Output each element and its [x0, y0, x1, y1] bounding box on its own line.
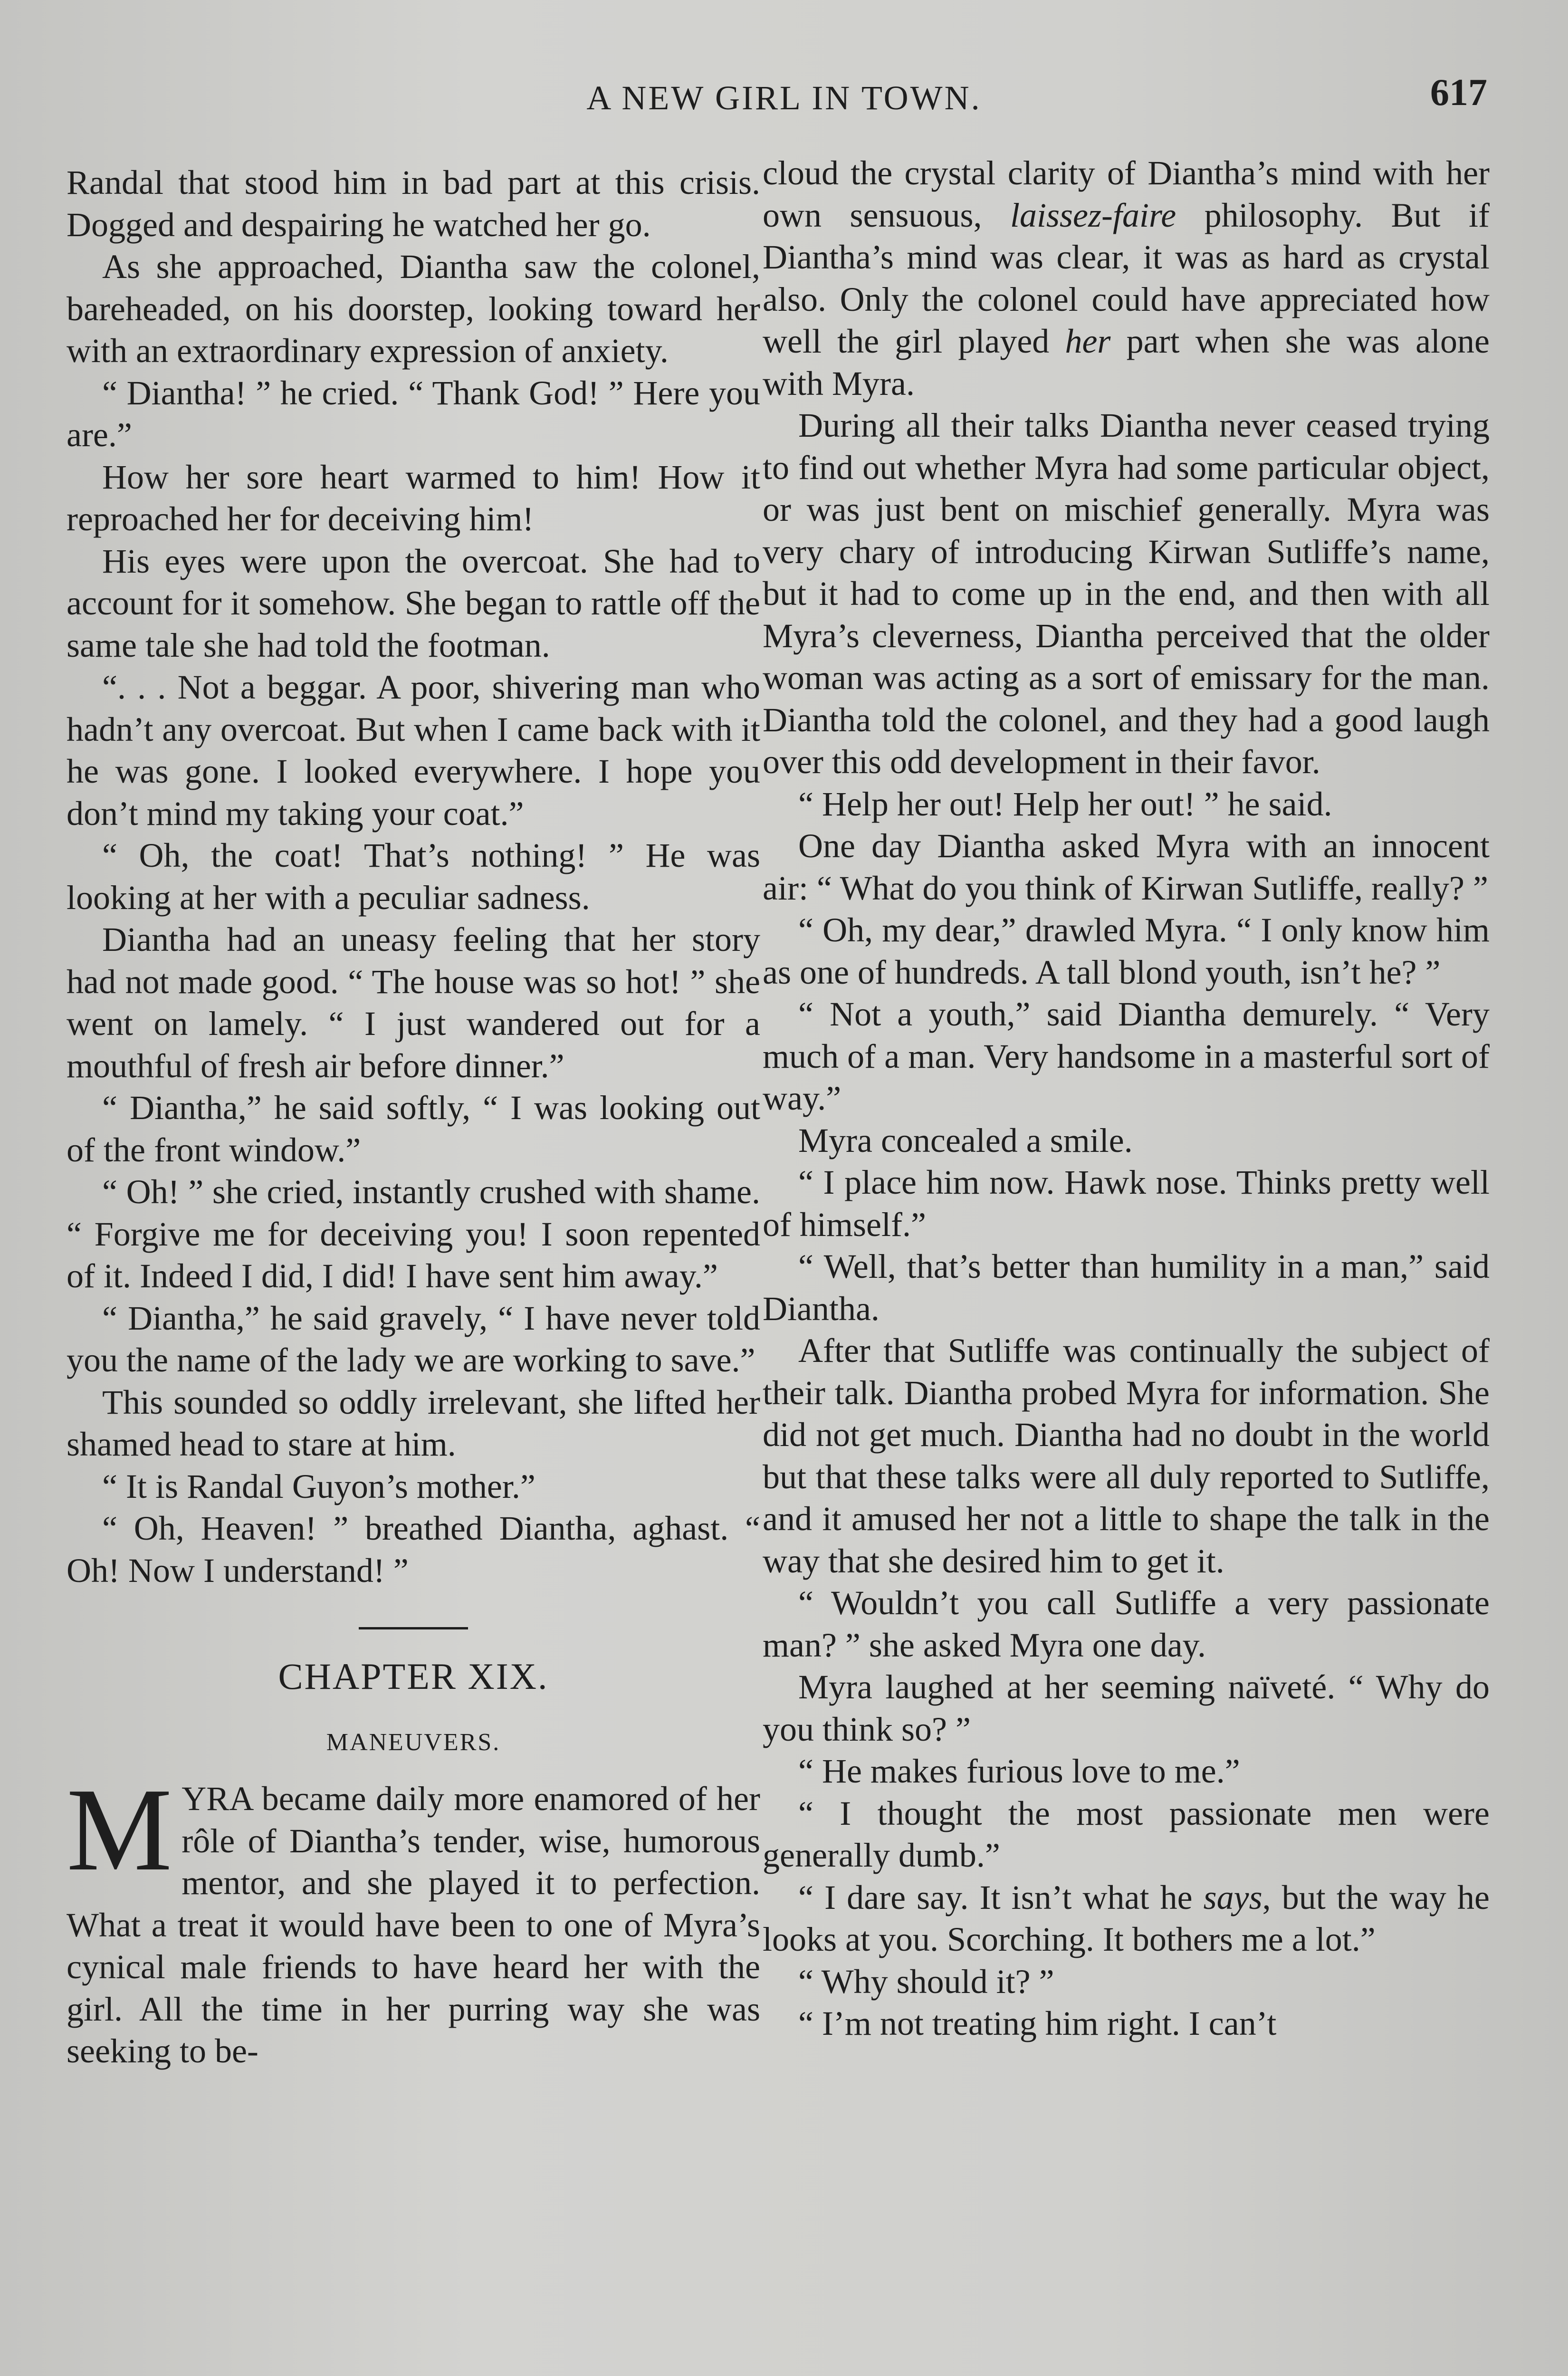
paragraph: As she approached, Diantha saw the colonel, bareheaded, on his doorstep, looking toward her with an extraordinary expression of anxiety.: [67, 248, 760, 370]
paragraph: “ Diantha,” he said softly, “ I was looking out of the front window.”: [67, 1089, 760, 1169]
paragraph: “ Well, that’s better than humility in a man,” said Diantha.: [763, 1247, 1490, 1328]
paragraph: During all their talks Diantha never ceased trying to find out whether Myra had some particular object, or was just bent on mischief generally. Myra was very chary of introducing Kirwan Sutliffe’s name, but it had to come up in the end, and then with all Myra’s cleverness, Diantha perceived that the older woman was acting as a sort of emissary for the man. Diantha told the colonel, and they had a good laugh over this odd development in their favor.: [763, 406, 1490, 781]
italic-text: her: [1065, 322, 1111, 360]
paragraph: After that Sutliffe was continually the subject of their talk. Diantha probed Myra for information. She did not get much. Diantha had no doubt in the world but that these talks were all duly reported to Sutliffe, and it amused her not a little to shape the talk in the way that she desired him to get it.: [763, 1332, 1490, 1580]
left-column: [67, 162, 760, 2072]
paragraph: “ Diantha,” he said gravely, “ I have never told you the name of the lady we are working to save.”: [67, 1299, 760, 1379]
paragraph: “ Oh! ” she cried, instantly crushed with shame. “ Forgive me for deceiving you! I soon repented of it. Indeed I did, I did! I have sent him away.”: [67, 1173, 760, 1295]
text-run: part when she was alone with Myra.: [763, 322, 1490, 402]
paragraph: Diantha had an uneasy feeling that her story had not made good. “ The house was so hot! ” she went on lamely. “ I just wandered out for a mouthful of fresh air before dinner.”: [67, 920, 760, 1085]
paragraph: [763, 152, 1490, 404]
chapter-subtitle: MANEUVERS.: [326, 1728, 501, 1756]
paragraph: “ I place him now. Hawk nose. Thinks pretty well of himself.”: [763, 1163, 1490, 1244]
paragraph: “ Not a youth,” said Diantha demurely. “ Very much of a man. Very handsome in a masterful sort of way.”: [763, 995, 1490, 1117]
paragraph: “ He makes furious love to me.”: [798, 1752, 1240, 1790]
chapter-title: CHAPTER XIX.: [278, 1656, 549, 1697]
page-number: 617: [1430, 72, 1487, 114]
text-run: cloud the crystal clarity of Diantha’s mind with her own sensuous,: [763, 154, 1490, 234]
text-run: , but the way he looks at you. Scorching. It bothers me a lot.”: [763, 1878, 1490, 1958]
drop-cap: M: [67, 1764, 172, 1896]
text-run: philosophy. But if Diantha’s mind was clear, it was as hard as crystal also. Only the colonel could have appreciated how well the girl played: [763, 196, 1490, 360]
paragraph: “. . . Not a beggar. A poor, shivering man who hadn’t any overcoat. But when I came back with it he was gone. I looked everywhere. I hope you don’t mind my taking your coat.”: [67, 668, 760, 833]
paragraph: “ Help her out! Help her out! ” he said.: [798, 785, 1332, 823]
paragraph: This sounded so oddly irrelevant, she lifted her shamed head to stare at him.: [67, 1383, 760, 1463]
paragraph: “ Why should it? ”: [798, 1962, 1054, 2001]
paragraph-text: YRA became daily more enamored of her rôle of Diantha’s tender, wise, humorous mentor, and she played it to perfection. What a treat it would have been to one of Myra’s cynical male friends to have heard her with the girl. All the time in her purring way she was seeking to be-: [67, 1780, 760, 2070]
italic-text: says: [1203, 1878, 1262, 1916]
paragraph: “ I’m not treating him right. I can’t: [798, 2004, 1277, 2042]
paragraph: Myra laughed at her seeming naïveté. “ Why do you think so? ”: [763, 1668, 1490, 1748]
paragraph: Myra concealed a smile.: [798, 1121, 1133, 1159]
paragraph: “ It is Randal Guyon’s mother.”: [102, 1467, 535, 1505]
italic-text: laissez-faire: [1010, 196, 1176, 234]
paragraph: “ Oh, Heaven! ” breathed Diantha, aghast. “ Oh! Now I understand! ”: [67, 1509, 760, 1590]
paragraph: [763, 1877, 1490, 1961]
paragraph: One day Diantha asked Myra with an innocent air: “ What do you think of Kirwan Sutliffe, really? ”: [763, 827, 1490, 907]
paragraph: “ I thought the most passionate men were generally dumb.”: [763, 1794, 1490, 1874]
paragraph: Randal that stood him in bad part at this crisis. Dogged and despairing he watched her go.: [67, 163, 760, 244]
right-column: [763, 152, 1490, 2045]
paragraph: “ Wouldn’t you call Sutliffe a very passionate man? ” she asked Myra one day.: [763, 1584, 1490, 1664]
paragraph: “ Diantha! ” he cried. “ Thank God! ” Here you are.”: [67, 374, 760, 454]
chapter-opening-paragraph: [67, 1764, 760, 2072]
paragraph: “ Oh, my dear,” drawled Myra. “ I only know him as one of hundreds. A tall blond youth, isn’t he? ”: [763, 911, 1490, 991]
text-run: “ I dare say. It isn’t what he: [798, 1878, 1204, 1916]
paragraph: “ Oh, the coat! That’s nothing! ” He was looking at her with a peculiar sadness.: [67, 836, 760, 917]
paragraph: His eyes were upon the overcoat. She had to account for it somehow. She began to rattle off the same tale she had told the footman.: [67, 542, 760, 664]
running-title: A NEW GIRL IN TOWN.: [586, 79, 982, 117]
section-divider: [359, 1627, 468, 1629]
paragraph: How her sore heart warmed to him! How it reproached her for deceiving him!: [67, 458, 760, 538]
